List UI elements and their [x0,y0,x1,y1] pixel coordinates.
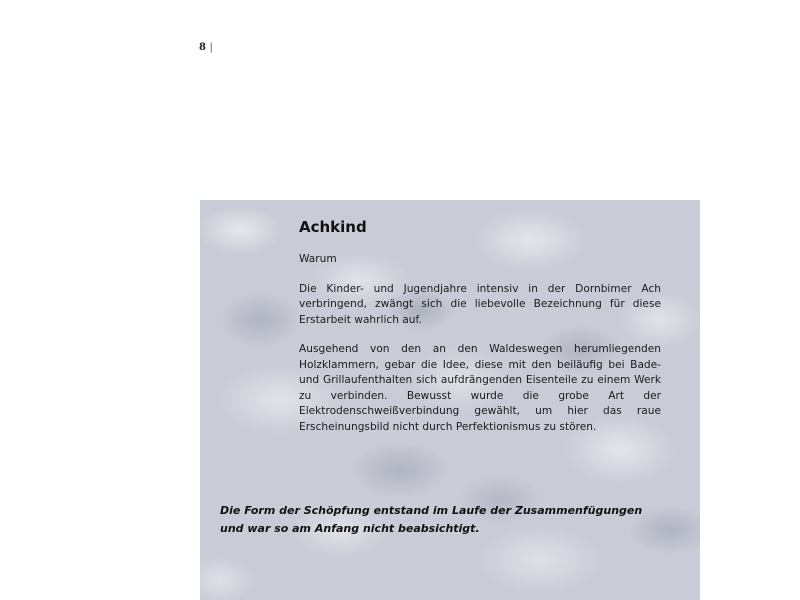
article-paragraph-2: Ausgehend von den an den Waldeswegen herumliegenden Holzklammern, gebar die Idee, diese mit den beiläufig bei Bade- und Grillaufenthalten sich aufdrängenden Eisenteile zu einem Werk zu verbinden. Bewusst wurde die grobe Art der Elektrodenschweißverbindung gewählt, um hier das raue Erscheinungsbild nicht durch Perfektionismus zu stören. [299,343,661,433]
article-title: Achkind [299,218,367,236]
article-body [299,218,661,449]
page-number [199,42,213,53]
article-quote: Die Form der Schöpfung entstand im Laufe der Zusammenfügungen und war so am Anfang nicht beabsichtigt. [220,504,643,535]
article-subheading: Warum [299,253,337,265]
page-number-value: 8 [199,42,207,53]
article-paragraph-1: Die Kinder- und Jugendjahre intensiv in der Dornbimer Ach verbringend, zwängt sich die liebevolle Bezeichnung für diese Erstarbeit wahrlich auf. [299,282,661,326]
page-number-separator: | [209,42,214,53]
